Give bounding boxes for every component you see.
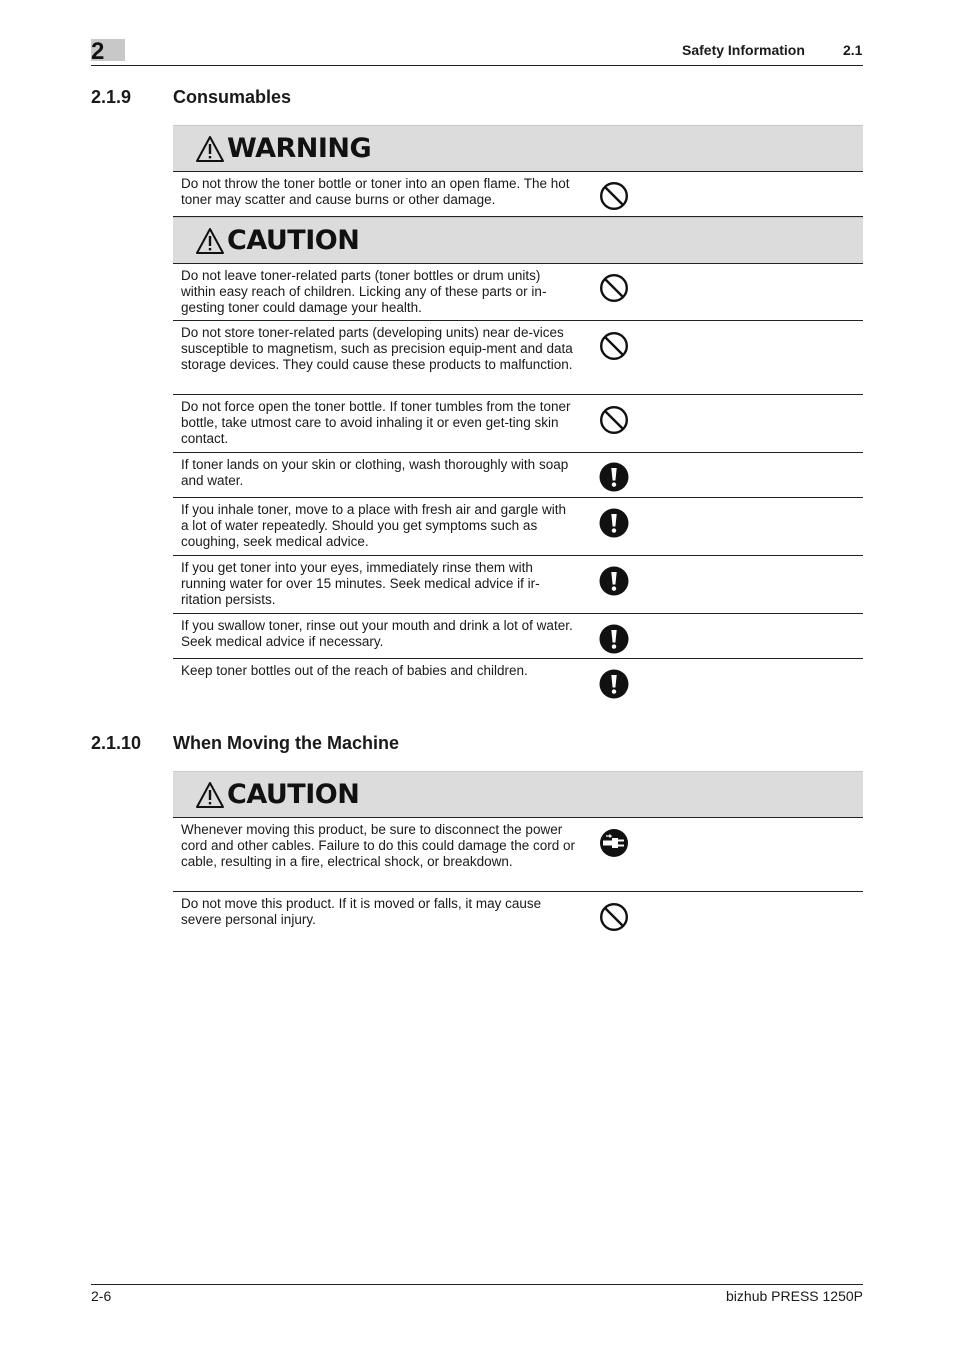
caution-banner (173, 771, 863, 818)
prohibition-icon (599, 273, 629, 303)
warning-triangle-icon (195, 135, 225, 163)
safety-text: Whenever moving this product, be sure to disconnect the power cord and other cables. Failure to do this could damage the cord or cable, resulting in a fire, electrical shock, or breakdown. (181, 822, 575, 869)
safety-row (173, 172, 863, 217)
running-header-section: 2.1 (843, 42, 863, 58)
safety-row (173, 818, 863, 892)
consumables-safety-table (173, 125, 863, 703)
mandatory-action-icon (599, 669, 629, 699)
caution-label: CAUTION (227, 779, 360, 810)
prohibition-icon (599, 902, 629, 932)
safety-text: If you swallow toner, rinse out your mouth and drink a lot of water. Seek medical advice if necessary. (181, 618, 573, 649)
caution-label: CAUTION (227, 225, 360, 256)
section-number: 2.1.10 (91, 733, 142, 753)
warning-triangle-icon (195, 227, 225, 255)
safety-row (173, 395, 863, 453)
safety-text: If you get toner into your eyes, immediately rinse them with running water for over 15 minutes. Seek medical advice if ir-ritation persists. (181, 560, 540, 607)
safety-row (173, 321, 863, 395)
mandatory-action-icon (599, 624, 629, 654)
safety-text: Do not force open the toner bottle. If toner tumbles from the toner bottle, take utmost care to avoid inhaling it or even get-ting skin contact. (181, 399, 571, 446)
safety-text: If toner lands on your skin or clothing, wash thoroughly with soap and water. (181, 457, 569, 488)
running-header-title: Safety Information (682, 42, 805, 58)
section-number: 2.1.9 (91, 87, 132, 107)
prohibition-icon (599, 405, 629, 435)
safety-row (173, 556, 863, 614)
safety-text: Do not move this product. If it is moved or falls, it may cause severe personal injury. (181, 896, 542, 927)
unplug-icon (599, 828, 629, 858)
safety-row (173, 264, 863, 321)
mandatory-action-icon (599, 566, 629, 596)
prohibition-icon (599, 181, 629, 211)
safety-row (173, 892, 863, 936)
warning-label: WARNING (227, 133, 372, 164)
warning-banner (173, 125, 863, 172)
safety-text: If you inhale toner, move to a place with fresh air and gargle with a lot of water repeatedly. Should you get symptoms such as coughing, seek medical advice. (181, 502, 566, 549)
warning-triangle-icon (195, 781, 225, 809)
chapter-number: 2 (91, 38, 105, 65)
moving-safety-table (173, 771, 863, 936)
mandatory-action-icon (599, 508, 629, 538)
safety-row (173, 498, 863, 556)
footer-rule (91, 1284, 863, 1285)
caution-banner (173, 217, 863, 264)
safety-text: Do not leave toner-related parts (toner bottles or drum units) within easy reach of children. Licking any of these parts or in-gesting toner could damage your health. (181, 268, 547, 315)
safety-text: Do not throw the toner bottle or toner into an open flame. The hot toner may scatter and cause burns or other damage. (181, 176, 570, 207)
mandatory-action-icon (599, 462, 629, 492)
section-title: Consumables (173, 87, 292, 107)
prohibition-icon (599, 331, 629, 361)
safety-row (173, 614, 863, 659)
safety-text: Do not store toner-related parts (developing units) near de-vices susceptible to magnetism, such as precision equip-ment and data storage devices. They could cause these products to malfunction. (181, 325, 573, 372)
header-rule (91, 65, 863, 66)
section-title: When Moving the Machine (173, 733, 400, 753)
product-name: bizhub PRESS 1250P (726, 1288, 863, 1304)
safety-text: Keep toner bottles out of the reach of babies and children. (181, 663, 528, 678)
safety-row (173, 659, 863, 703)
page-number: 2-6 (91, 1288, 112, 1304)
safety-row (173, 453, 863, 498)
